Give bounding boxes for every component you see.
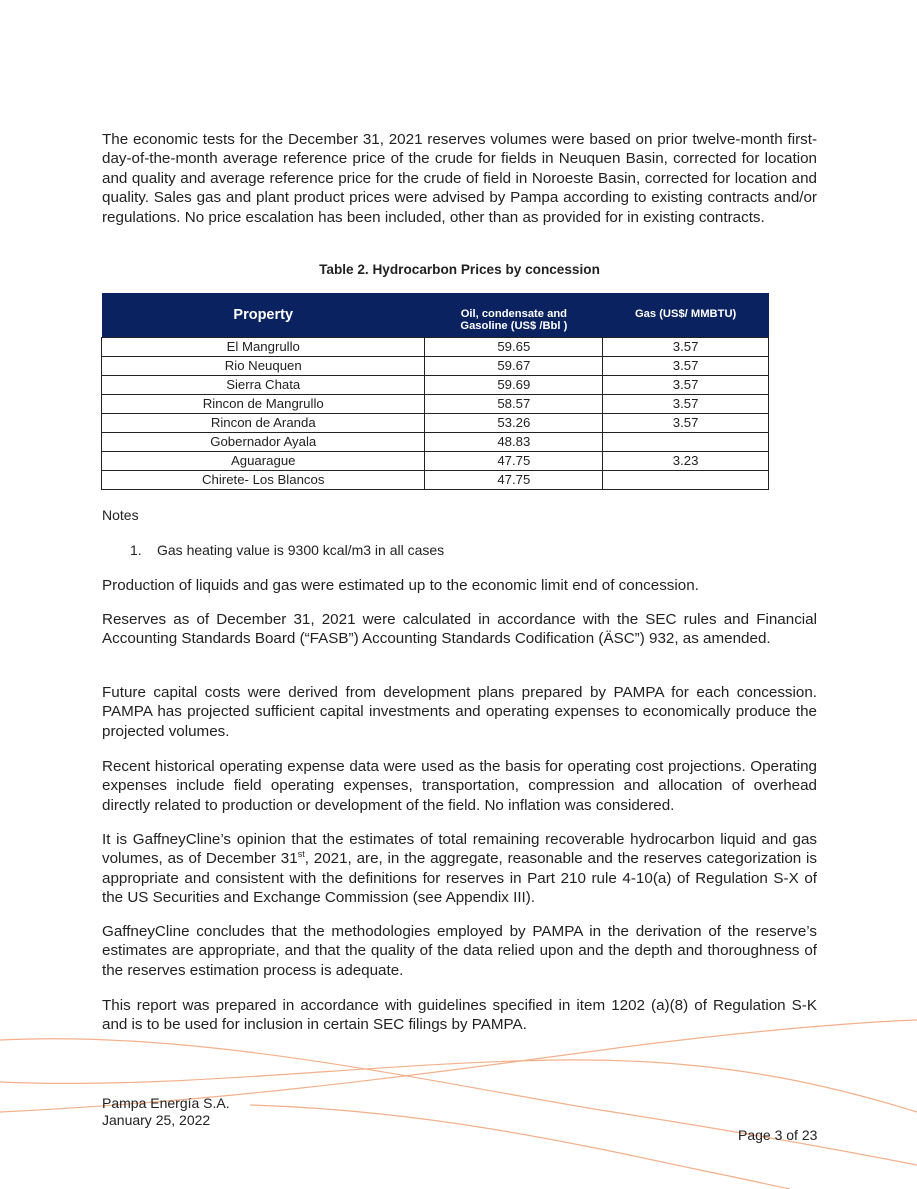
cell-oil: 59.65 — [425, 338, 603, 357]
footer — [102, 1095, 230, 1128]
cell-oil: 47.75 — [425, 471, 603, 490]
cell-gas — [603, 433, 769, 452]
paragraph-economic-tests: The economic tests for the December 31, 2021 reserves volumes were based on prior twelve-month first-day-of-the-month average reference price of the crude for fields in Neuquen Basin, corrected for location and quality and average reference price for the crude of field in Noroeste Basin, corrected for location and quality. Sales gas and plant product prices were advised by Pampa according to existing contracts and/or regulations. No price escalation has been included, other than as provided for in existing contracts. — [102, 131, 817, 226]
cell-property: El Mangrullo — [102, 338, 425, 357]
header-oil — [425, 293, 603, 338]
paragraph-conclusion: GaffneyCline concludes that the methodologies employed by PAMPA in the derivation of the reserve’s estimates are appropriate, and that the quality of the data relied upon and the depth and thoroughness of the reserves estimation process is adequate. — [102, 923, 817, 979]
hydrocarbon-prices-table — [101, 293, 769, 490]
cell-property: Rio Neuquen — [102, 357, 425, 376]
cell-property: Rincon de Mangrullo — [102, 395, 425, 414]
cell-property: Aguarague — [102, 452, 425, 471]
cell-oil: 59.69 — [425, 376, 603, 395]
notes-label: Notes — [102, 507, 139, 523]
paragraph-production: Production of liquids and gas were estimated up to the economic limit end of concession. — [102, 577, 699, 594]
cell-oil: 53.26 — [425, 414, 603, 433]
header-property: Property — [102, 293, 425, 338]
table-row — [102, 357, 769, 376]
opinion-text-end: , 2021, are, in the aggregate, reasonable and the reserves categorization is appropriate and consistent with the definitions for reserves in Part 210 rule 4-10(a) of Regulation S-X of the US Securities and Exchange Commission (see Appendix III). — [102, 850, 818, 907]
table-row — [102, 395, 769, 414]
cell-gas: 3.23 — [603, 452, 769, 471]
paragraph-report-guidelines: This report was prepared in accordance with guidelines specified in item 1202 (a)(8) of Regulation S-K and is to be used for inclusion in certain SEC filings by PAMPA. — [102, 997, 817, 1034]
header-oil-line2: Gasoline (US$ /Bbl ) — [460, 320, 568, 332]
cell-oil: 48.83 — [425, 433, 603, 452]
paragraph-reserves-sec: Reserves as of December 31, 2021 were calculated in accordance with the SEC rules and Financial Accounting Standards Board (“FASB”) Accounting Standards Codification (ÄSC”) 932, as amended. — [102, 611, 817, 648]
table-header-row — [102, 293, 769, 338]
table-row — [102, 452, 769, 471]
cell-oil: 47.75 — [425, 452, 603, 471]
header-oil-line1: Oil, condensate and — [460, 307, 567, 320]
footer-date: January 25, 2022 — [102, 1111, 211, 1128]
opinion-text-start: It is GaffneyCline’s opinion that the estimates of total remaining recoverable hydrocarbon liquid and gas volumes, as of December 31 — [102, 831, 817, 868]
cell-gas: 3.57 — [603, 338, 769, 357]
cell-gas — [603, 471, 769, 490]
paragraph-operating-expenses: Recent historical operating expense data were used as the basis for operating cost projections. Operating expenses include field operating expenses, transportation, compression and allocation of overhead directly related to production or development of the field. No inflation was considered. — [102, 758, 817, 814]
table-caption: Table 2. Hydrocarbon Prices by concession — [319, 262, 600, 277]
table-row — [102, 433, 769, 452]
note-text: Gas heating value is 9300 kcal/m3 in all cases — [157, 542, 445, 558]
cell-gas: 3.57 — [603, 395, 769, 414]
paragraph-capital-costs: Future capital costs were derived from development plans prepared by PAMPA for each concession. PAMPA has projected sufficient capital investments and operating expenses to economically produce the projected volumes. — [102, 684, 817, 740]
page-number: Page 3 of 23 — [738, 1127, 818, 1143]
cell-property: Rincon de Aranda — [102, 414, 425, 433]
table-row — [102, 338, 769, 357]
table-row — [102, 471, 769, 490]
paragraph-opinion — [102, 830, 817, 908]
opinion-superscript: st — [297, 849, 305, 860]
table-row — [102, 414, 769, 433]
table-row — [102, 376, 769, 395]
cell-property: Chirete- Los Blancos — [102, 471, 425, 490]
cell-gas: 3.57 — [603, 376, 769, 395]
cell-gas: 3.57 — [603, 357, 769, 376]
cell-oil: 58.57 — [425, 395, 603, 414]
cell-oil: 59.67 — [425, 357, 603, 376]
cell-property: Gobernador Ayala — [102, 433, 425, 452]
header-gas: Gas (US$/ MMBTU) — [603, 293, 769, 338]
note-number: 1. — [130, 542, 142, 558]
note-item — [130, 542, 444, 558]
cell-property: Sierra Chata — [102, 376, 425, 395]
footer-company: Pampa Energía S.A. — [102, 1095, 230, 1111]
cell-gas: 3.57 — [603, 414, 769, 433]
